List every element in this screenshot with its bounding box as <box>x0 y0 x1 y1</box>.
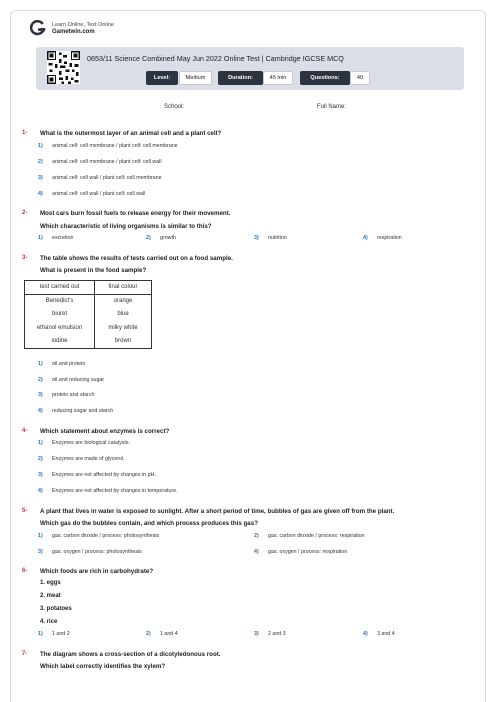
table-cell: milky white <box>108 325 138 332</box>
option-text: gas: carbon dioxide / process: photosynthesis <box>52 533 160 539</box>
option[interactable] <box>38 159 162 165</box>
option[interactable] <box>146 631 178 637</box>
question-number: 2- <box>22 210 28 216</box>
table-row <box>25 335 152 349</box>
option[interactable] <box>254 549 347 555</box>
option-text: oil and protein <box>52 361 86 367</box>
option-number: 3) <box>38 549 43 555</box>
option-text: gas: oxygen / process: photosynthesis <box>52 549 142 555</box>
option-number: 4) <box>254 549 259 555</box>
option[interactable] <box>38 472 156 478</box>
full-name-label: Full Name: <box>317 104 347 110</box>
food-list-item: 4. rice <box>40 619 58 625</box>
question-number: 1- <box>22 130 28 136</box>
option[interactable] <box>38 235 74 241</box>
option-text: 1 and 2 <box>52 631 70 637</box>
qr-code-icon[interactable] <box>47 51 80 84</box>
option-number: 3) <box>254 235 259 241</box>
option-text: reducing sugar and starch <box>52 408 114 414</box>
option-number: 2) <box>38 456 43 462</box>
option-number: 1) <box>38 361 43 367</box>
question-number: 7- <box>22 651 28 657</box>
level-value: Medium <box>179 71 212 85</box>
option-number: 4) <box>38 488 43 494</box>
option[interactable] <box>146 235 176 241</box>
option-text: animal cell: cell membrane / plant cell: cell wall <box>52 159 162 165</box>
option-number: 2) <box>38 159 43 165</box>
option-text: respiration <box>377 235 402 241</box>
option-text: gas: oxygen / process: respiration <box>268 549 348 555</box>
option-number: 1) <box>38 440 43 446</box>
option-text: Enzymes are not affected by changes in temperature. <box>52 488 178 494</box>
question-text: Most cars burn fossil fuels to release energy for their movement. <box>40 210 231 217</box>
table-row <box>25 294 152 308</box>
option-text: animal cell: cell wall / plant cell: cell wall <box>52 191 146 197</box>
option-number: 2) <box>146 631 151 637</box>
option-number: 2) <box>146 235 151 241</box>
option-text: animal cell: cell wall / plant cell: cell membrane <box>52 175 162 181</box>
option-text: Enzymes are not affected by changes in pH. <box>52 472 156 478</box>
questions-label: Questions: <box>300 71 350 85</box>
option[interactable] <box>38 143 178 149</box>
option[interactable] <box>38 377 104 383</box>
option[interactable] <box>38 549 142 555</box>
table-cell: blue <box>117 311 129 318</box>
test-banner <box>36 47 464 90</box>
food-list-item: 2. meat <box>40 593 61 599</box>
level-label: Level: <box>146 71 178 85</box>
question-text: Which characteristic of living organisms is similar to this? <box>40 223 212 230</box>
option-number: 4) <box>38 408 43 414</box>
option-number: 2) <box>254 533 259 539</box>
option-text: oil and reducing sugar <box>52 377 105 383</box>
question-text: The table shows the results of tests carried out on a food sample. <box>40 255 233 262</box>
option[interactable] <box>38 488 178 494</box>
question-text: Which gas do the bubbles contain, and which process produces this gas? <box>40 520 258 527</box>
school-label: School: <box>164 104 185 110</box>
table-cell: biuret <box>25 308 95 322</box>
food-test-table <box>24 280 152 349</box>
option[interactable] <box>254 533 365 539</box>
option-number: 1) <box>38 143 43 149</box>
table-cell: orange <box>113 298 133 305</box>
option-number: 4) <box>363 631 368 637</box>
option-number: 3) <box>254 631 259 637</box>
question-number: 3- <box>22 255 28 261</box>
option-number: 1) <box>38 631 43 637</box>
option-number: 1) <box>38 235 43 241</box>
option-text: nutrition <box>268 235 287 241</box>
duration-label: Duration: <box>218 71 263 85</box>
question-text: Which label correctly identifies the xylem? <box>40 663 166 670</box>
option-text: protein and starch <box>52 392 95 398</box>
table-row <box>25 321 152 335</box>
table-header: final colour <box>95 281 152 295</box>
option-text: Enzymes are made of glycerol. <box>52 456 125 462</box>
food-list-item: 3. potatoes <box>40 606 72 612</box>
option[interactable] <box>254 235 287 241</box>
option[interactable] <box>38 361 85 367</box>
table-header-row <box>25 281 152 295</box>
question-text: What is present in the food sample? <box>40 267 147 274</box>
option-text: gas: carbon dioxide / process: respiration <box>268 533 365 539</box>
option[interactable] <box>38 533 159 539</box>
option-number: 4) <box>38 191 43 197</box>
question-text: Which foods are rich in carbohydrate? <box>40 568 154 575</box>
option[interactable] <box>363 631 395 637</box>
questions-value: 40 <box>350 71 370 85</box>
page-frame <box>10 10 486 702</box>
option-number: 4) <box>363 235 368 241</box>
option-text: 2 and 3 <box>268 631 286 637</box>
option-text: 1 and 4 <box>160 631 178 637</box>
site-name[interactable]: Gametwin.com <box>52 28 95 35</box>
option-text: excretion <box>52 235 74 241</box>
gametwin-logo-icon <box>30 20 46 36</box>
test-title: 0653/11 Science Combined May Jun 2022 Online Test | Cambridge IGCSE MCQ <box>87 54 344 63</box>
question-number: 6- <box>22 568 28 574</box>
table-row <box>25 308 152 322</box>
option-number: 1) <box>38 533 43 539</box>
option-text: 3 and 4 <box>377 631 395 637</box>
table-cell: iodine <box>25 335 95 349</box>
option-number: 3) <box>38 472 43 478</box>
option-number: 3) <box>38 392 43 398</box>
option[interactable] <box>38 175 162 181</box>
option[interactable] <box>38 392 94 398</box>
option[interactable] <box>363 235 402 241</box>
option-text: Enzymes are biological catalysts. <box>52 440 131 446</box>
option[interactable] <box>38 408 113 414</box>
option-text: growth <box>160 235 176 241</box>
table-cell: ethanol emulsion <box>25 321 95 335</box>
food-list-item: 1. eggs <box>40 580 61 586</box>
option-number: 2) <box>38 377 43 383</box>
question-text: Which statement about enzymes is correct? <box>40 428 170 435</box>
question-text: A plant that lives in water is exposed to sunlight. After a short period of time, bubbles of gas are given off from the plant. <box>40 508 395 515</box>
option[interactable] <box>38 440 130 446</box>
option[interactable] <box>38 631 70 637</box>
question-number: 5- <box>22 508 28 514</box>
question-text: What is the outermost layer of an animal cell and a plant cell? <box>40 130 222 137</box>
site-header <box>30 20 114 36</box>
tagline: Learn Online, Test Online <box>52 21 114 28</box>
table-header: test carried out <box>25 281 95 295</box>
option[interactable] <box>38 191 145 197</box>
option-text: animal cell: cell membrane / plant cell: cell membrane <box>52 143 178 149</box>
option[interactable] <box>38 456 125 462</box>
option-number: 3) <box>38 175 43 181</box>
question-number: 4- <box>22 428 28 434</box>
duration-value: 45 min <box>263 71 293 85</box>
option[interactable] <box>254 631 286 637</box>
question-text: The diagram shows a cross-section of a dicotyledonous root. <box>40 651 221 658</box>
table-cell: Benedict's <box>25 294 95 308</box>
table-cell: brown <box>114 338 132 345</box>
